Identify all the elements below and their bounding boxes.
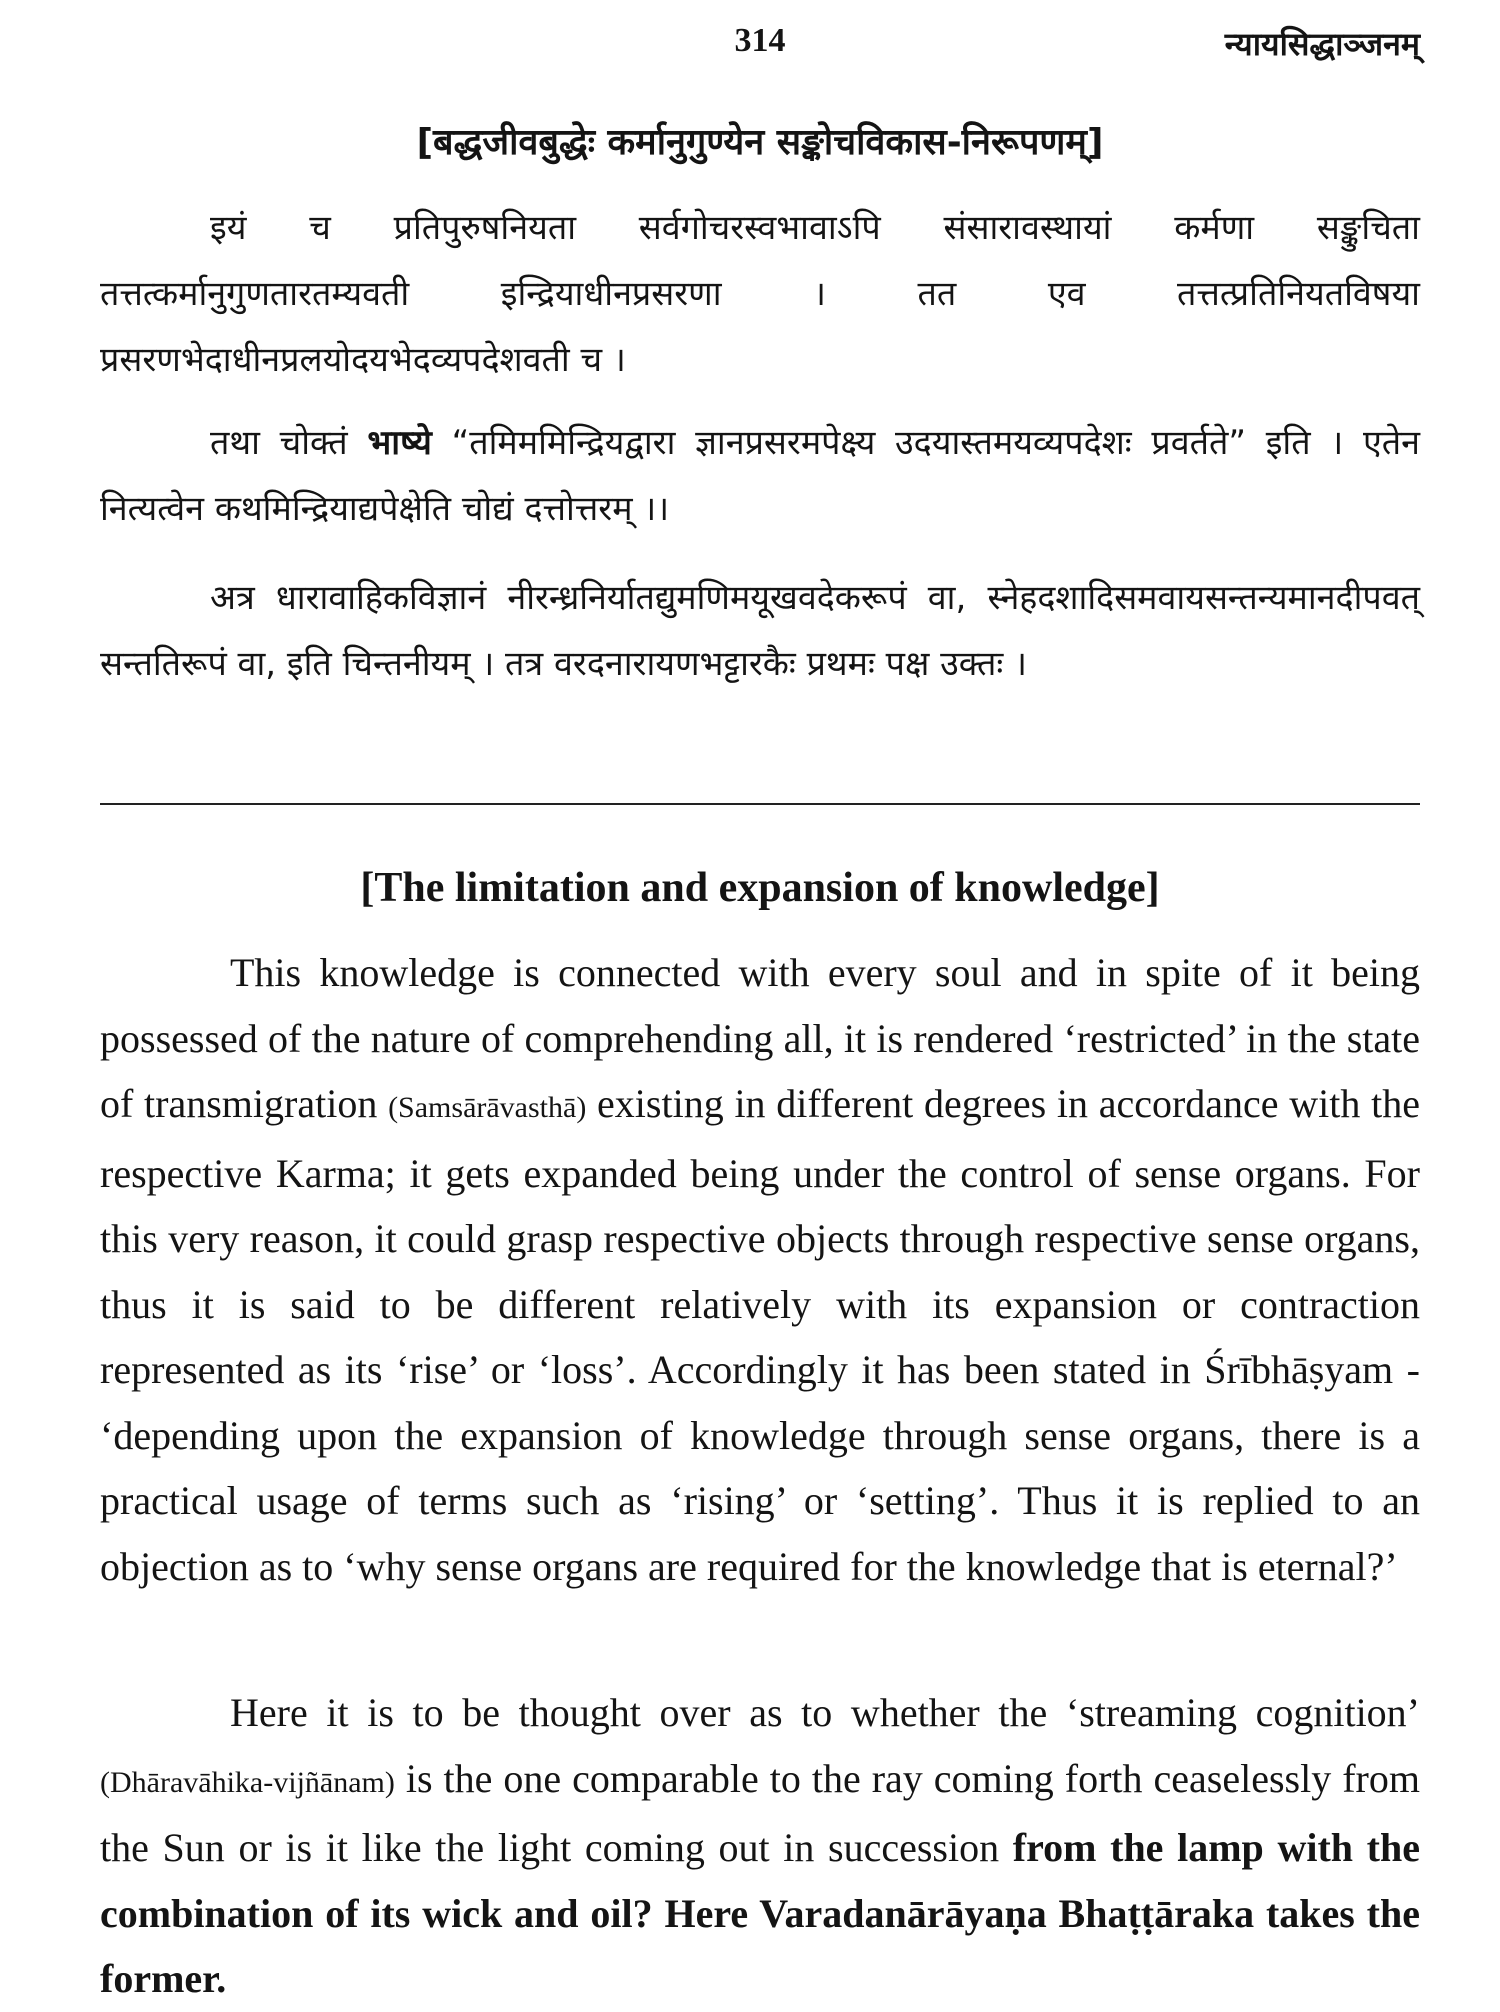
english-paragraph-1 — [100, 940, 1420, 1599]
section-divider — [100, 803, 1420, 805]
page-number: 314 — [734, 22, 786, 59]
english-para2-term: (Dhāravāhika-vijñānam) — [100, 1765, 395, 1799]
english-para2-text-a: Here it is to be thought over as to whether the ‘streaming cognition’ — [230, 1690, 1420, 1735]
english-para1-term: (Samsārāvasthā) — [388, 1091, 587, 1124]
page-header — [0, 18, 1500, 78]
sanskrit-paragraph-2 — [100, 410, 1420, 542]
sanskrit-heading: [बद्धजीवबुद्धेः कर्मानुगुण्येन सङ्कोचविकास-निरूपणम्] — [416, 122, 1104, 163]
english-para1-text-b: existing in different degrees in accordance with the respective Karma; it gets expanded being under the control of sense organs. For this very reason, it could grasp respective objects through respective sense organs, thus it is said to be different relatively with its expansion or contraction represented as its ‘rise’ or ‘loss’. Accordingly it has been stated in Śrībhāṣyam - ‘depending upon the expansion of knowledge through sense organs, there is a practical usage of terms such as ‘rising’ or ‘setting’. Thus it is replied to an objection as to ‘why sense organs are required for the knowledge that is eternal?’ — [100, 1081, 1420, 1589]
sanskrit-paragraph-3: अत्र धारावाहिकविज्ञानं नीरन्ध्रनिर्यातद्युमणिमयूखवदेकरूपं वा, स्नेहदशादिसमवायसन्तन्यमानदीपवत् सन्ततिरूपं वा, इति चिन्तनीयम् । तत्र वरदनारायणभट्टारकैः प्रथमः पक्ष उक्तः । — [100, 578, 1420, 684]
english-paragraph-2 — [100, 1680, 1420, 2012]
running-head: न्यायसिद्धाञ्जनम् — [1224, 25, 1420, 63]
english-para1-text-a: This knowledge is connected with every soul and in spite of it being possessed of the nature of comprehending all, it is rendered ‘restricted’ in the state of transmigration — [100, 950, 1420, 1126]
sanskrit-para2-bhashya: भाष्ये — [367, 423, 432, 463]
english-para2-text-b: is the one comparable to the ray coming forth ceaselessly from the Sun or is it like the light coming out in succession — [100, 1755, 1420, 1870]
sanskrit-para2-prefix: तथा चोक्तं — [210, 423, 368, 463]
english-para2-bold-text: from the lamp with the combination of its wick and oil? Here Varadanārāyaṇa Bhaṭṭāraka takes the former. — [100, 1825, 1420, 2001]
english-heading: [The limitation and expansion of knowledge] — [360, 865, 1160, 911]
sanskrit-paragraph-1: इयं च प्रतिपुरुषनियता सर्वगोचरस्वभावाऽपि संसारावस्थायां कर्मणा सङ्कुचिता तत्तत्कर्मानुगुणतारतम्यवती इन्द्रियाधीनप्रसरणा । तत एव तत्तत्प्रतिनियतविषया प्रसरणभेदाधीनप्रलयोदयभेदव्यपदेशवती च । — [100, 208, 1420, 380]
sanskrit-para2-quote: “तमिममिन्द्रियद्वारा ज्ञानप्रसरमपेक्ष्य उदयास्तमयव्यपदेशः प्रवर्तते” इति । एतेन नित्यत्वेन कथमिन्द्रियाद्यपेक्षेति चोद्यं दत्तोत्तरम् ।। — [100, 423, 1421, 529]
